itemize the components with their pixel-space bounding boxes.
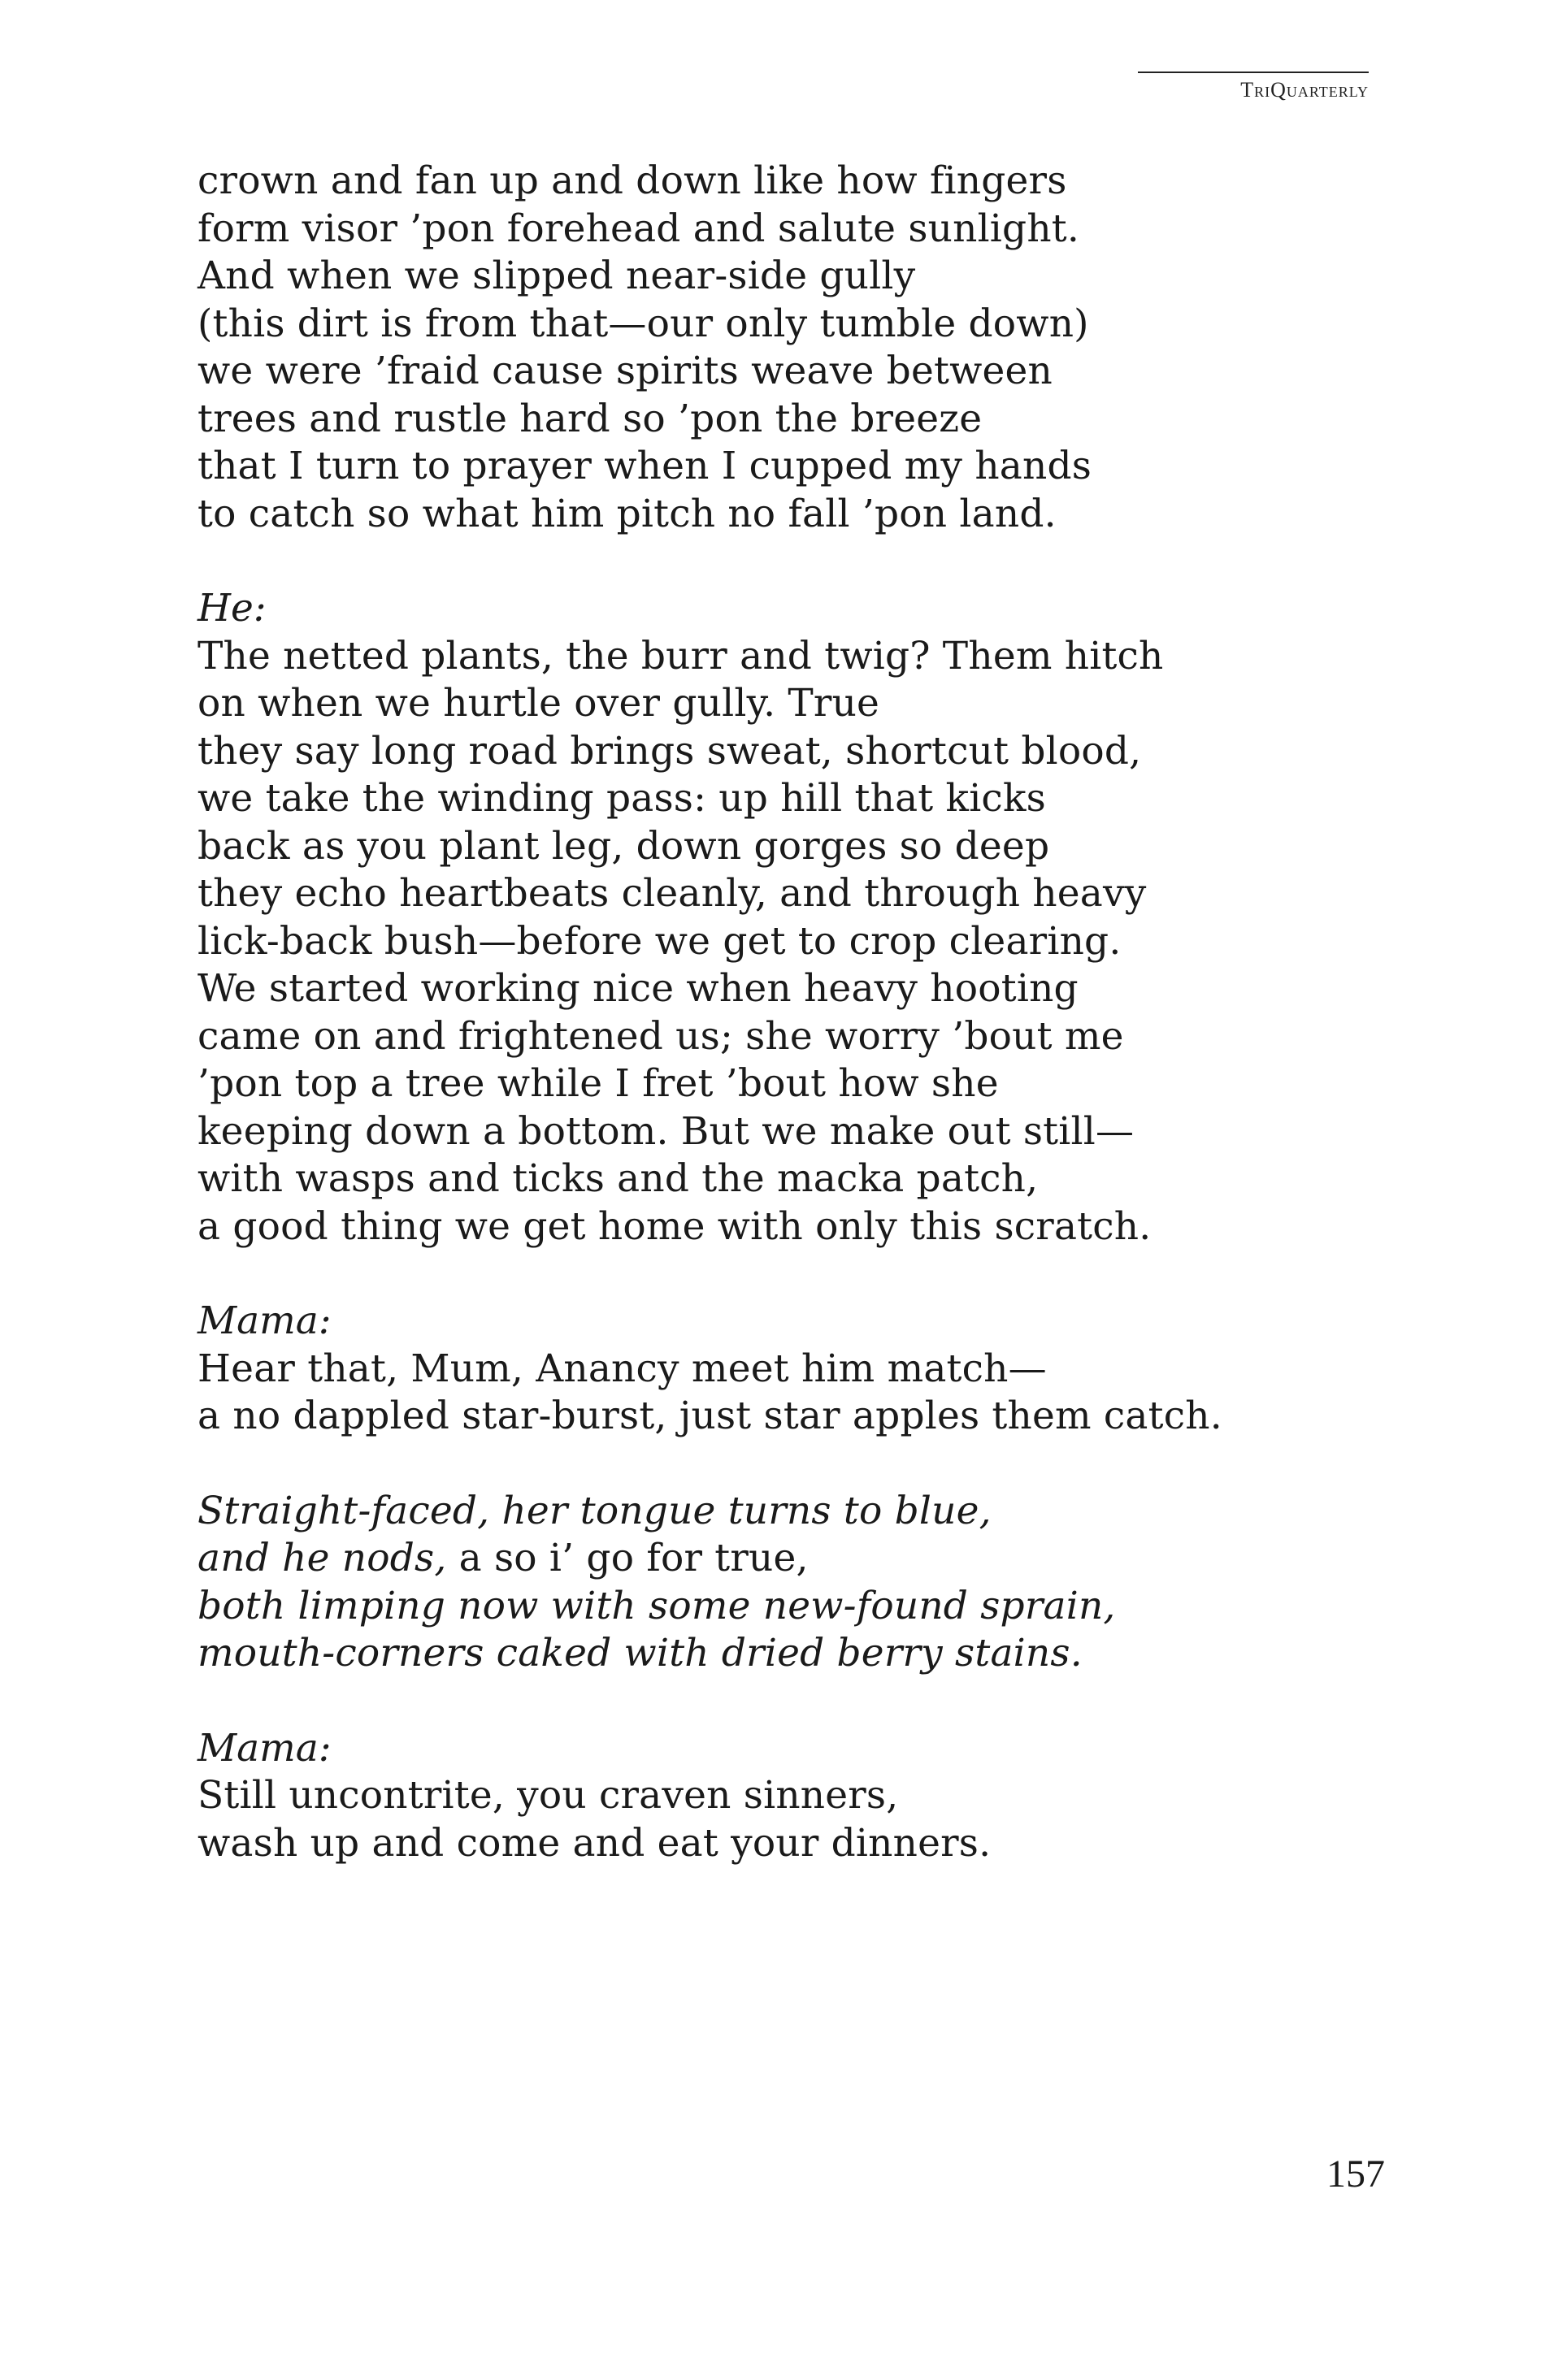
poem-line: a no dappled star-burst, just star apples them catch.	[198, 1394, 1222, 1438]
poem-line: on when we hurtle over gully. True	[198, 681, 880, 726]
poem-line: we were ’fraid cause spirits weave between	[198, 349, 1053, 393]
speaker-label: He:	[198, 586, 267, 631]
page-number: 157	[1326, 2152, 1385, 2196]
stanza-3	[198, 1298, 1254, 1441]
poem-line	[198, 1535, 1254, 1583]
poem-line: both limping now with some new-found sprain,	[198, 1583, 1116, 1628]
running-head: TriQuarterly	[1138, 72, 1369, 102]
poem-line: that I turn to prayer when I cupped my hands	[198, 444, 1092, 488]
poem-line: came on and frightened us; she worry ’bout me	[198, 1013, 1124, 1059]
stanza-5	[198, 1725, 1254, 1868]
poem-line: keeping down a bottom. But we make out still—	[198, 1108, 1135, 1154]
poem-line: a good thing we get home with only this scratch.	[198, 1203, 1152, 1249]
speaker-label: Mama:	[198, 1298, 332, 1343]
poem-line: crown and fan up and down like how fingers	[198, 158, 1067, 203]
poem-line: trees and rustle hard so ’pon the breeze	[198, 396, 983, 441]
poem-line: they echo heartbeats cleanly, and through heavy	[198, 871, 1147, 916]
stanza-2	[198, 585, 1254, 1251]
poem-line: Still uncontrite, you craven sinners,	[198, 1773, 899, 1818]
poem-line: they say long road brings sweat, shortcut blood,	[198, 728, 1142, 774]
poem-line: ’pon top a tree while I fret ’bout how she	[198, 1061, 999, 1106]
poem-line: lick-back bush—before we get to crop clearing.	[198, 918, 1122, 964]
stanza-4-stage-direction	[198, 1488, 1254, 1678]
poem-line: form visor ’pon forehead and salute sunlight.	[198, 206, 1080, 251]
poem-line: And when we slipped near-side gully	[198, 254, 916, 298]
poem-line: The netted plants, the burr and twig? Them hitch	[198, 633, 1164, 678]
poem-line: to catch so what him pitch no fall ’pon land.	[198, 491, 1057, 536]
poem-line: wash up and come and eat your dinners.	[198, 1820, 992, 1866]
poem-line: with wasps and ticks and the macka patch,	[198, 1156, 1039, 1201]
poem-line: back as you plant leg, down gorges so deep	[198, 823, 1050, 869]
poem-line: (this dirt is from that—our only tumble down)	[198, 301, 1089, 346]
poem-line: we take the winding pass: up hill that kicks	[198, 776, 1046, 821]
poem-line: Hear that, Mum, Anancy meet him match—	[198, 1346, 1047, 1391]
poem-body	[198, 158, 1254, 1867]
upright-phrase: a so i’ go for true,	[446, 1536, 809, 1580]
stanza-1	[198, 158, 1254, 538]
poem-line: We started working nice when heavy hooting	[198, 966, 1079, 1011]
speaker-label: Mama:	[198, 1725, 332, 1771]
poem-line: Straight-faced, her tongue turns to blue,	[198, 1488, 992, 1533]
poem-line: mouth-corners caked with dried berry stains.	[198, 1631, 1083, 1676]
italic-phrase: and he nods,	[198, 1536, 447, 1580]
